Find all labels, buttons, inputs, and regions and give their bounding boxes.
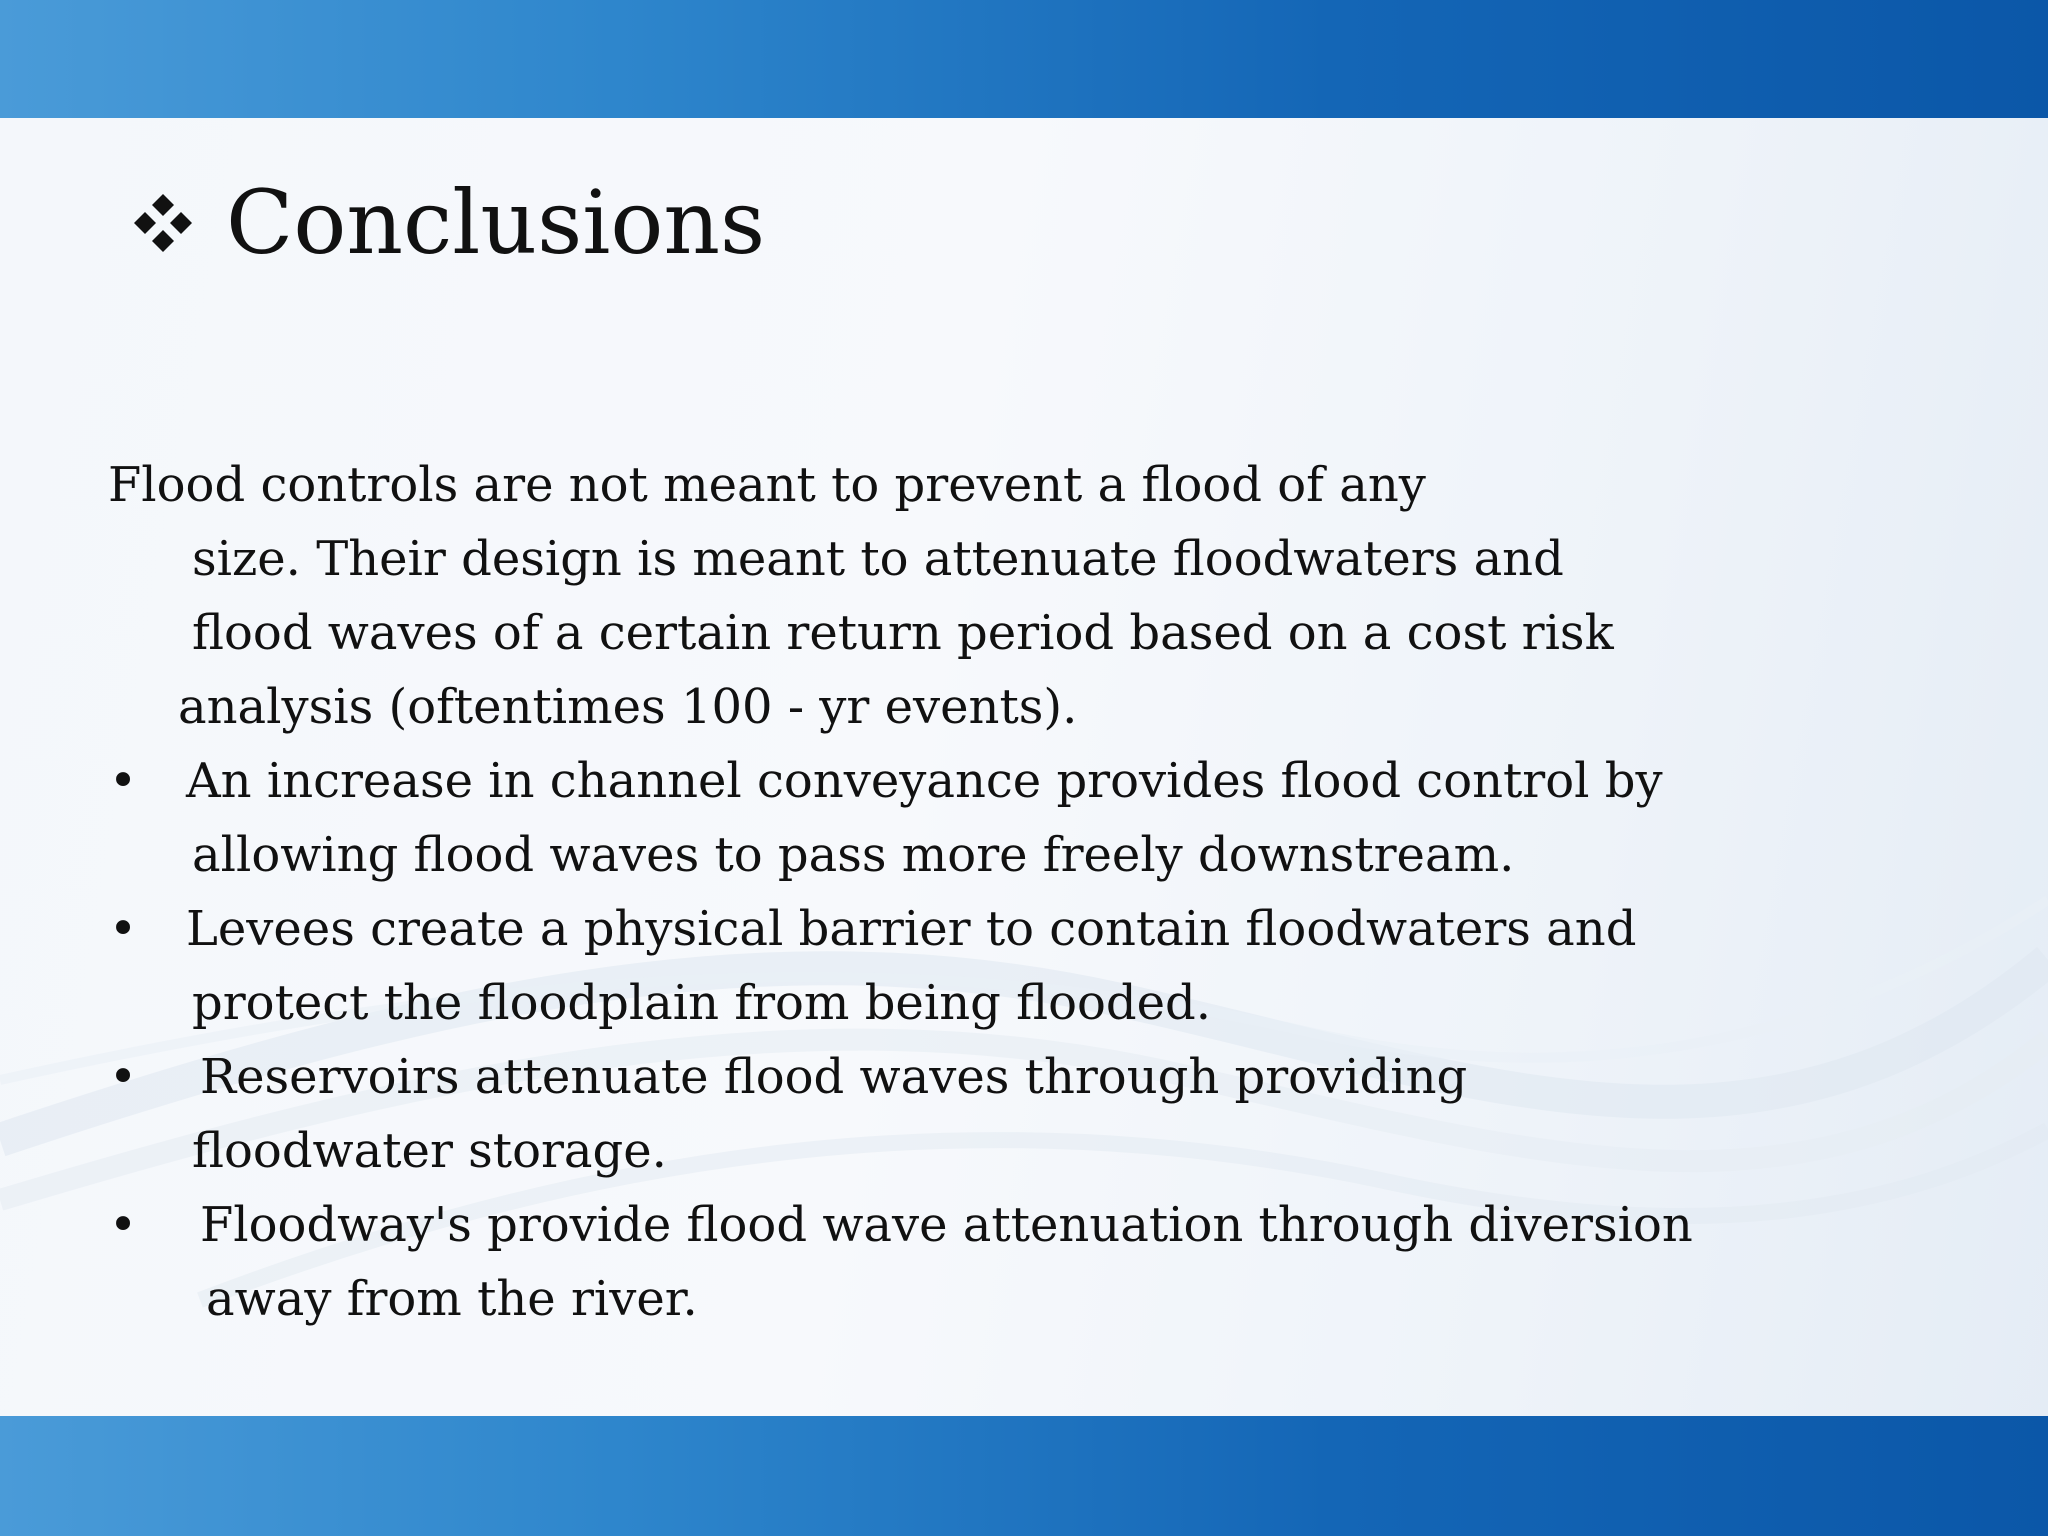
bullet-continuation: protect the floodplain from being flooded. (192, 975, 1212, 1031)
title-row (132, 168, 765, 278)
slide-title: Conclusions (226, 171, 766, 274)
intro-line: analysis (oftentimes 100 - yr events). (178, 679, 1078, 735)
bullet-continuation: away from the river. (206, 1271, 698, 1327)
footer-band (0, 1416, 2048, 1536)
intro-line: size. Their design is meant to attenuate floodwaters and (192, 531, 1564, 587)
bullet-text: Levees create a physical barrier to contain floodwaters and (186, 901, 1637, 957)
intro-line: Flood controls are not meant to prevent a flood of any (108, 457, 1426, 513)
bullet-item (108, 744, 1808, 818)
bullet-marker: • (108, 1049, 138, 1105)
bullet-marker: • (108, 901, 138, 957)
header-band (0, 0, 2048, 118)
bullet-text: Floodway's provide flood wave attenuation through diversion (200, 1197, 1693, 1253)
four-diamond-bullet-icon (132, 192, 194, 254)
bullet-marker: • (108, 1197, 138, 1253)
bullet-continuation: floodwater storage. (192, 1123, 667, 1179)
bullet-item (108, 892, 1808, 966)
bullet-item (108, 1188, 1808, 1262)
bullet-text: An increase in channel conveyance provides flood control by (186, 753, 1663, 809)
bullet-marker: • (108, 753, 138, 809)
slide-body (108, 448, 1808, 1336)
intro-line: flood waves of a certain return period based on a cost risk (192, 605, 1614, 661)
bullet-text: Reservoirs attenuate flood waves through providing (200, 1049, 1468, 1105)
bullet-continuation: allowing flood waves to pass more freely downstream. (192, 827, 1515, 883)
bullet-item (108, 1040, 1808, 1114)
